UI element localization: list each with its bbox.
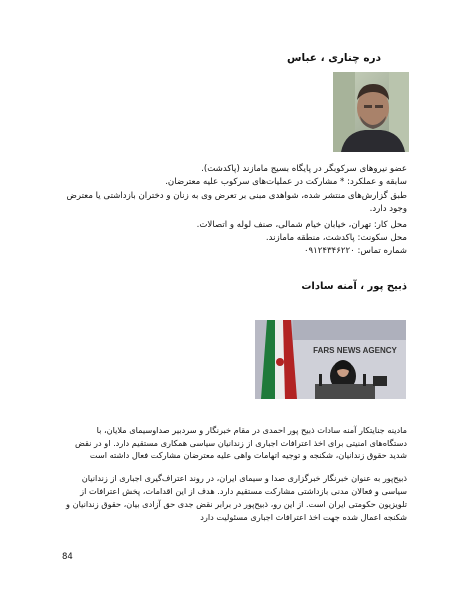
- entry2-paragraph-2: ذبیح‌پور به عنوان خبرنگار خبرگزاری صدا و سیمای ایران، در روند اعتراف‌گیری اجباری از زندانیان سیاسی و فعالان مدنی بازداشتی مشارکت مستقیم دارد. هدف از این اقدامات، پخش اعترافات از تلویزیون حکومتی ایران است. از این رو، ذبیح‌پور در برابر نقض جدی حق آزادی بیان، حقوق زندانیان و شکنجه اعمال شده جهت اخذ اعترافات اجباری مسئولیت دارد: [66, 473, 407, 522]
- entry1-residence: محل سکونت: پاکدشت، منطقه مامازند.: [265, 233, 407, 244]
- entry1-report: طبق گزارش‌های منتشر شده، شواهدی مبنی بر تعرض وی به زنان و دختران بازداشتی یا معترض وجود دارد.: [66, 190, 407, 215]
- entry1-name: دره چناری ، عباس: [287, 52, 381, 64]
- entry1-phone: شماره تماس: ۰۹۱۲۴۳۴۶۲۲۰: [303, 246, 407, 257]
- entry2-press-photo: [255, 320, 406, 399]
- entry1-details: [62, 163, 407, 259]
- entry1-record: سابقه و عملکرد: * مشارکت در عملیات‌های سرکوب علیه معترضان.: [165, 177, 407, 188]
- photo-agency-banner: FARS NEWS AGENCY: [313, 346, 397, 355]
- entry2-name: ذبیح پور ، آمنه سادات: [301, 281, 407, 292]
- entry1-portrait-photo: [333, 72, 409, 152]
- page-number: 84: [62, 552, 73, 562]
- entry1-description: عضو نیروهای سرکوبگر در پایگاه بسیج مامازند (پاکدشت).: [201, 164, 407, 174]
- entry2-paragraph-1: مادینه جنایتکار آمنه سادات ذبیح پور احمدی در مقام خبرنگار و سردبیر صداوسیمای ملایان، با دستگاه‌های امنیتی برای اخذ اعترافات اجباری از زندانیان سیاسی همکاری مستقیم دارد. او در نقض شدید حقوق زندانیان، شکنجه و توجیه اتهامات واهی علیه معترضان مشارکت فعال داشته است: [74, 425, 407, 461]
- entry1-workplace: محل کار: تهران، خیابان خیام شمالی، صنف لوله و اتصالات.: [196, 219, 407, 230]
